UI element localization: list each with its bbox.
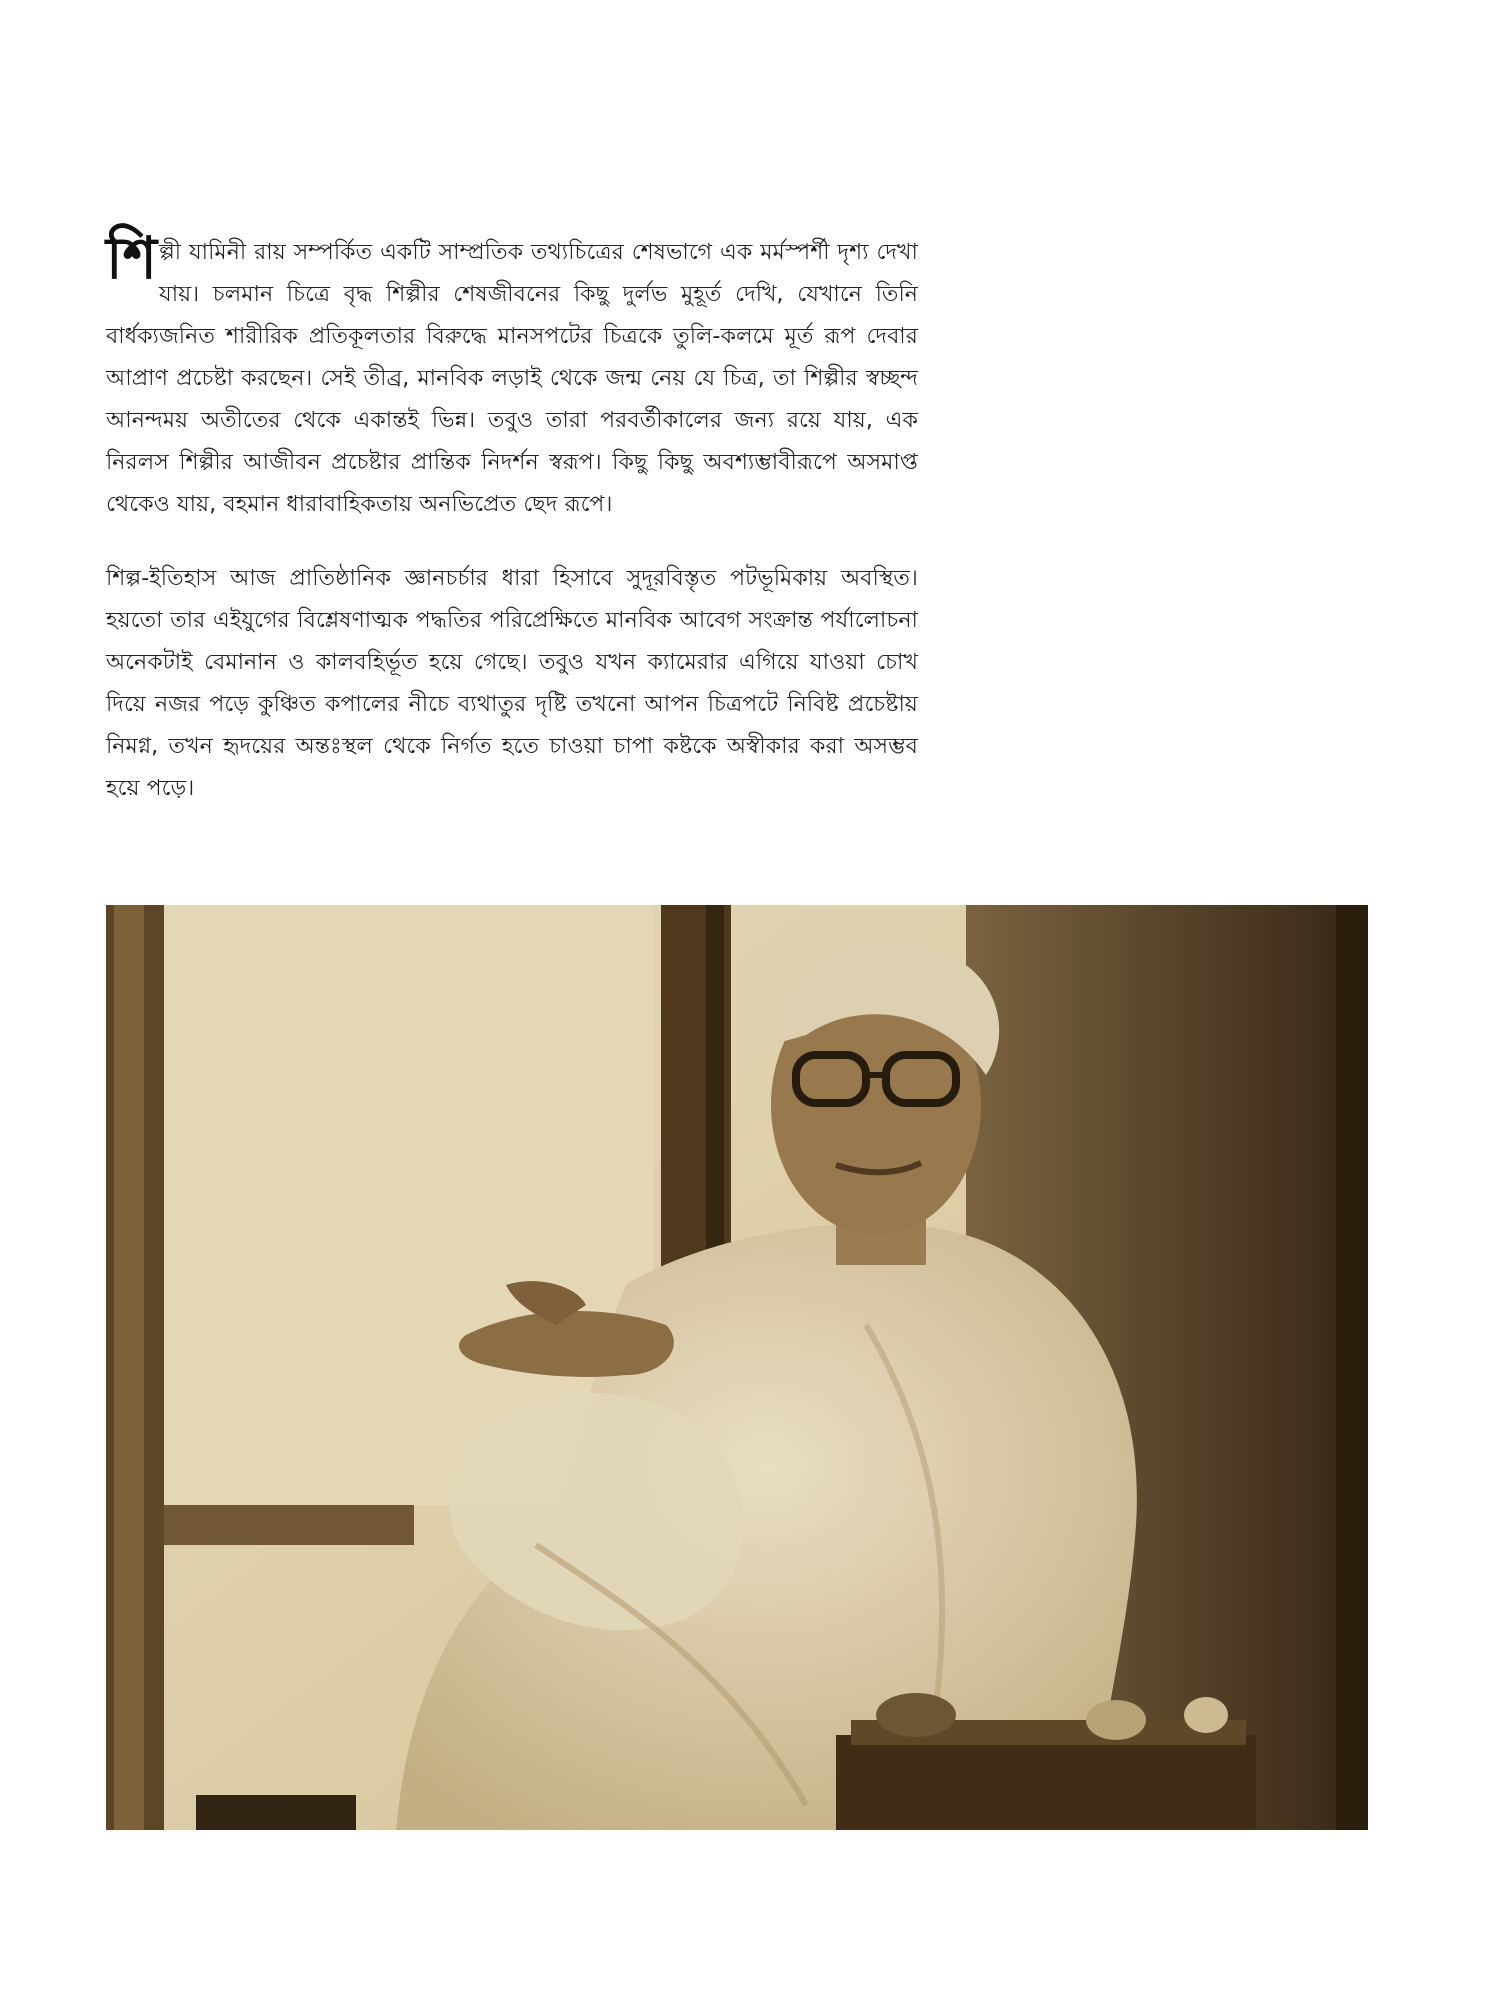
artist-photograph [106,905,1368,1830]
paragraph-1 [106,224,918,526]
paragraph-1-text: ল্পী যামিনী রায় সম্পর্কিত একটি সাম্প্রতিক তথ্যচিত্রের শেষভাগে এক মর্মস্পর্শী দৃশ্য দেখা যায়। চলমান চিত্রে বৃদ্ধ শিল্পীর শেষজীবনের কিছু দুর্লভ মুহূর্ত দেখি, যেখানে তিনি বার্ধক্যজনিত শারীরিক প্রতিকূলতার বিরুদ্ধে মানসপটের চিত্রকে তুলি-কলমে মূর্ত রূপ দেবার আপ্রাণ প্রচেষ্টা করছেন। সেই তীব্র, মানবিক লড়াই থেকে জন্ম নেয় যে চিত্র, তা শিল্পীর স্বচ্ছন্দ আনন্দময় অতীতের থেকে একান্তই ভিন্ন। তবুও তারা পরবর্তীকালের জন্য রয়ে যায়, এক নিরলস শিল্পীর আজীবন প্রচেষ্টার প্রান্তিক নিদর্শন স্বরূপ। কিছু কিছু অবশ্যম্ভাবীরূপে অসমাপ্ত থেকেও যায়, বহমান ধারাবাহিকতায় অনভিপ্রেত ছেদ রূপে। [106,240,918,517]
drop-cap: শি [106,224,158,292]
paragraph-2: শিল্প-ইতিহাস আজ প্রাতিষ্ঠানিক জ্ঞানচর্চার ধারা হিসাবে সুদূরবিস্তৃত পটভূমিকায় অবস্থিত। হয়তো তার এইযুগের বিশ্লেষণাত্মক পদ্ধতির পরিপ্রেক্ষিতে মানবিক আবেগ সংক্রান্ত পর্যালোচনা অনেকটাই বেমানান ও কালবহির্ভূত হয়ে গেছে। তবুও যখন ক্যামেরার এগিয়ে যাওয়া চোখ দিয়ে নজর পড়ে কুঞ্চিত কপালের নীচে ব্যথাতুর দৃষ্টি তখনো আপন চিত্রপটে নিবিষ্ট প্রচেষ্টায় নিমগ্ন, তখন হৃদয়ের অন্তঃস্থল থেকে নির্গত হতে চাওয়া চাপা কষ্টকে অস্বীকার করা অসম্ভব হয়ে পড়ে। [106,566,918,801]
article-text [106,224,918,810]
sepia-photo-illustration [106,905,1368,1830]
